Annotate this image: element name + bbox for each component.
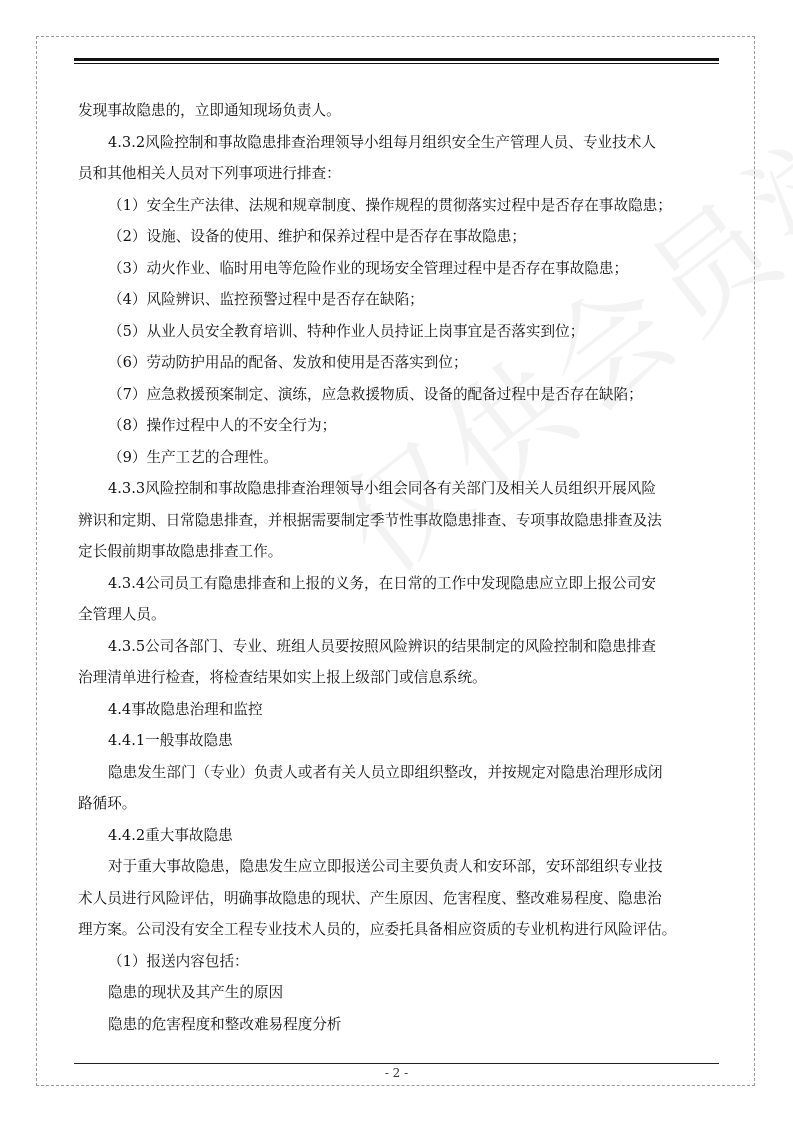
- text-line: （1）报送内容包括：: [108, 952, 249, 970]
- footer-rule: [74, 1063, 719, 1064]
- text-line: 隐患发生部门（专业）负责人或者有关人员立即组织整改，并按规定对隐患治理形成闭: [108, 763, 663, 781]
- text-line: 4.3.5公司各部门、专业、班组人员要按照风险辨识的结果制定的风险控制和隐患排查: [108, 637, 656, 655]
- text-line: 理方案。公司没有安全工程专业技术人员的，应委托具备相应资质的专业机构进行风险评估。: [78, 921, 677, 938]
- text-line: 辨识和定期、日常隐患排查，并根据需要制定季节性事故隐患排查、专项事故隐患排查及法: [78, 511, 662, 529]
- header-rule-thin: [74, 63, 719, 64]
- page-number: - 2 -: [384, 1066, 409, 1080]
- text-line: （1）安全生产法律、法规和规章制度、操作规程的贯彻落实过程中是否存在事故隐患；: [108, 196, 672, 214]
- text-line: 全管理人员。: [78, 606, 166, 623]
- text-line: 4.3.3风险控制和事故隐患排查治理领导小组会同各有关部门及相关人员组织开展风险: [108, 480, 656, 497]
- text-line: 定长假前期事故隐患排查工作。: [78, 543, 283, 560]
- text-line: （4）风险辨识、监控预警过程中是否存在缺陷；: [108, 291, 424, 308]
- header-rule-thick: [74, 58, 719, 61]
- text-line: 4.4事故隐患治理和监控: [108, 700, 263, 718]
- text-line: 发现事故隐患的，立即通知现场负责人。: [78, 102, 341, 119]
- text-line: （8）操作过程中人的不安全行为；: [108, 417, 337, 434]
- text-line: 术人员进行风险评估，明确事故隐患的现状、产生原因、危害程度、整改难易程度、隐患治: [78, 889, 662, 907]
- text-line: （2）设施、设备的使用、维护和保养过程中是否存在事故隐患；: [108, 228, 526, 245]
- text-line: 4.3.4公司员工有隐患排查和上报的义务，在日常的工作中发现隐患应立即上报公司安: [108, 574, 656, 592]
- text-line: 路循环。: [78, 795, 137, 812]
- text-line: （7）应急救援预案制定、演练，应急救援物质、设备的配备过程中是否存在缺陷；: [108, 385, 643, 403]
- text-line: 对于重大事故隐患，隐患发生应立即报送公司主要负责人和安环部，安环部组织专业技: [108, 858, 663, 875]
- text-line: 员和其他相关人员对下列事项进行排查：: [78, 165, 341, 182]
- text-line: 隐患的现状及其产生的原因: [108, 984, 284, 1001]
- text-line: （5）从业人员安全教育培训、特种作业人员持证上岗事宜是否落实到位；: [108, 322, 585, 340]
- text-line: （6）劳动防护用品的配备、发放和使用是否落实到位；: [108, 354, 468, 371]
- text-line: （3）动火作业、临时用电等危险作业的现场安全管理过程中是否存在事故隐患；: [108, 259, 629, 277]
- text-line: （9）生产工艺的合理性。: [108, 448, 278, 466]
- text-line: 4.4.2重大事故隐患: [108, 826, 233, 844]
- text-line: 隐患的危害程度和整改难易程度分析: [108, 1015, 342, 1033]
- text-line: 4.4.1一般事故隐患: [108, 732, 233, 749]
- text-line: 治理清单进行检查，将检查结果如实上报上级部门或信息系统。: [78, 669, 487, 686]
- document-body: [78, 95, 726, 1040]
- text-line: 4.3.2风险控制和事故隐患排查治理领导小组每月组织安全生产管理人员、专业技术人: [108, 133, 656, 151]
